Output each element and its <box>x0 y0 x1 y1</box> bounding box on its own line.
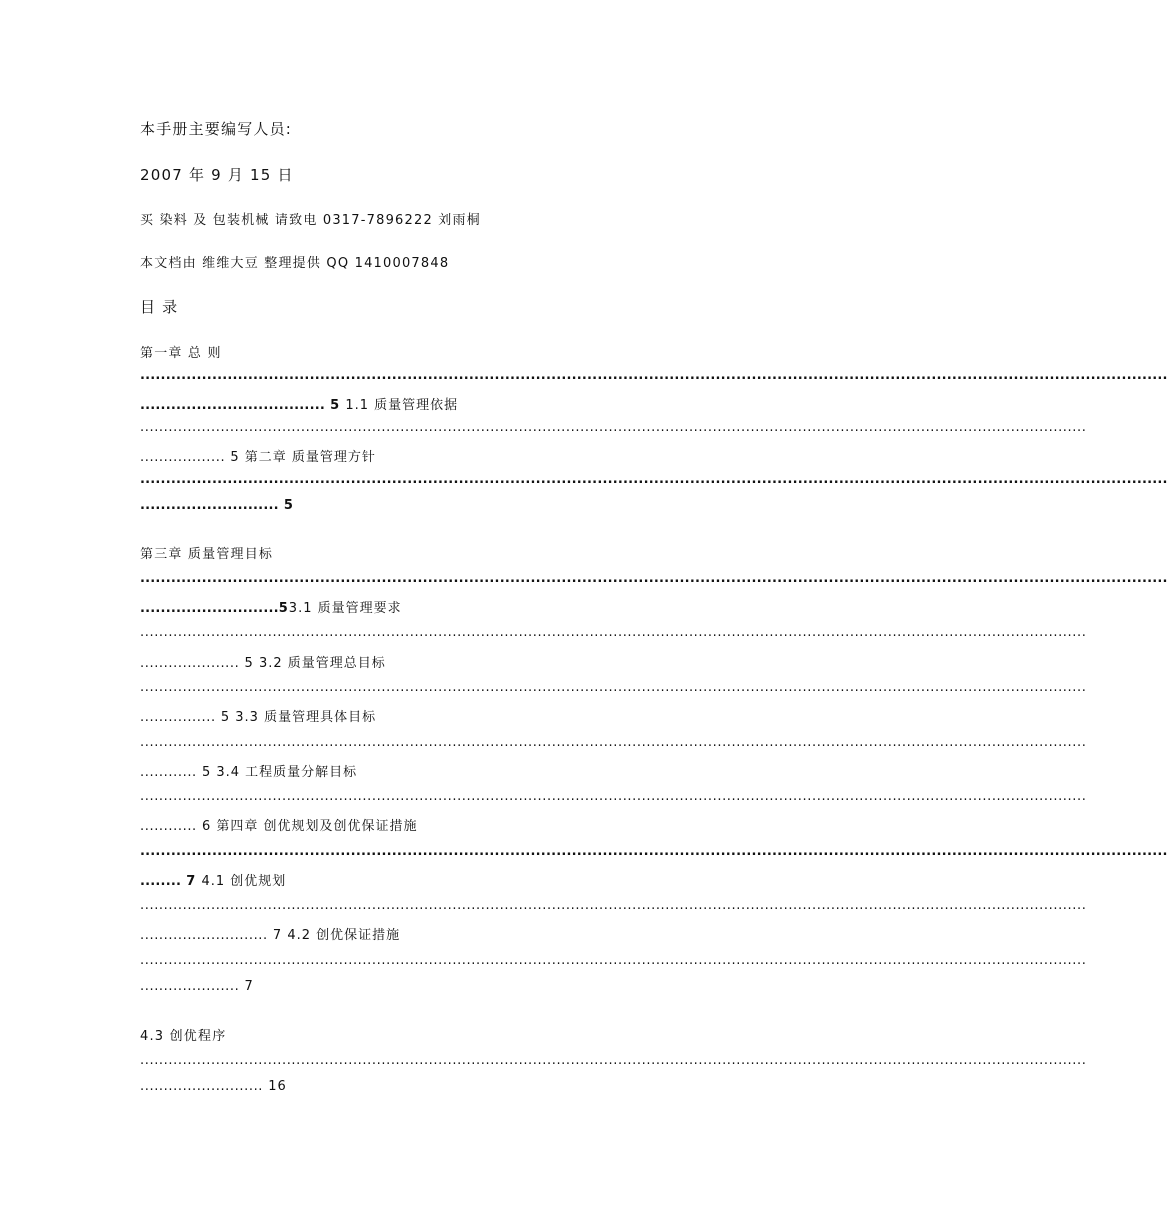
toc-item-4-2: 4.2 创优保证措施 <box>287 928 401 943</box>
toc-chapter-2: 第二章 质量管理方针 <box>244 450 376 465</box>
toc-row <box>140 597 402 616</box>
toc-leader: .......................... <box>140 1079 264 1094</box>
toc-row <box>140 498 294 513</box>
toc-row <box>140 979 254 994</box>
toc-leader: ........................................................................................................................................................................................................ <box>140 898 1087 913</box>
toc-item-3-2: 3.2 质量管理总目标 <box>258 656 386 671</box>
toc-leader: ........................................................................................................................................................................................................ <box>140 571 1168 586</box>
toc-page-number: 6 <box>201 819 212 834</box>
toc-leader: ................ <box>140 710 216 725</box>
toc-leader: ........ <box>140 874 182 889</box>
toc-chapter-1: 第一章 总 则 <box>140 346 222 361</box>
toc-item-1-1: 1.1 质量管理依据 <box>345 398 459 413</box>
toc-leader: ............ <box>140 819 197 834</box>
toc-row <box>140 761 357 780</box>
toc-chapter-4: 第四章 创优规划及创优保证措施 <box>216 819 418 834</box>
toc-row <box>140 446 376 465</box>
toc-leader: ........................................................................................................................................................................................................ <box>140 472 1168 487</box>
toc-item-4-1: 4.1 创优规划 <box>201 874 287 889</box>
toc-row <box>140 815 418 834</box>
toc-item-3-3: 3.3 质量管理具体目标 <box>235 710 377 725</box>
authors-label: 本手册主要编写人员: <box>140 120 293 138</box>
toc-page-number: 5 <box>278 601 289 616</box>
toc-page-number: 7 <box>244 979 254 994</box>
toc-page-number: 5 <box>201 765 212 780</box>
toc-leader: ..................... <box>140 656 240 671</box>
toc-item-3-4: 3.4 工程质量分解目标 <box>216 765 358 780</box>
toc-leader: .................. <box>140 450 226 465</box>
toc-leader: ........................................................................................................................................................................................................ <box>140 844 1168 859</box>
toc-leader: ........................................................................................................................................................................................................ <box>140 420 1087 435</box>
toc-leader: ........................................................................................................................................................................................................ <box>140 368 1168 383</box>
source-line: 本文档由 维维大豆 整理提供 QQ 1410007848 <box>140 256 450 271</box>
toc-row <box>140 394 458 413</box>
toc-leader: ..................... <box>140 979 240 994</box>
toc-page-number: 5 <box>230 450 240 465</box>
toc-page-number: 5 <box>220 710 231 725</box>
toc-title: 目 录 <box>140 298 179 316</box>
document-date: 2007 年 9 月 15 日 <box>140 166 294 184</box>
ad-line: 买 染料 及 包装机械 请致电 0317-7896222 刘雨桐 <box>140 213 481 228</box>
toc-row <box>140 1079 287 1094</box>
toc-page-number: 7 <box>272 928 283 943</box>
toc-leader: ........................... <box>140 601 279 616</box>
toc-leader: .................................... <box>140 398 325 413</box>
toc-page-number: 5 <box>330 398 341 413</box>
toc-page-number: 7 <box>186 874 197 889</box>
toc-chapter-3: 第三章 质量管理目标 <box>140 547 274 562</box>
toc-item-4-3: 4.3 创优程序 <box>140 1029 227 1044</box>
toc-row <box>140 870 286 889</box>
toc-leader: ........................... <box>140 498 279 513</box>
toc-item-3-1: 3.1 质量管理要求 <box>288 601 402 616</box>
toc-leader: ........................................................................................................................................................................................................ <box>140 625 1087 640</box>
toc-leader: ........................................................................................................................................................................................................ <box>140 953 1087 968</box>
toc-row <box>140 652 386 671</box>
toc-row <box>140 924 400 943</box>
toc-leader: ........................... <box>140 928 268 943</box>
toc-page-number: 5 <box>244 656 254 671</box>
toc-page-number: 5 <box>283 498 294 513</box>
toc-leader: ........................................................................................................................................................................................................ <box>140 789 1087 804</box>
toc-row <box>140 706 376 725</box>
toc-leader: ............ <box>140 765 197 780</box>
toc-leader: ........................................................................................................................................................................................................ <box>140 1053 1087 1068</box>
toc-leader: ........................................................................................................................................................................................................ <box>140 735 1087 750</box>
toc-leader: ........................................................................................................................................................................................................ <box>140 680 1087 695</box>
toc-page-number: 16 <box>268 1079 287 1094</box>
